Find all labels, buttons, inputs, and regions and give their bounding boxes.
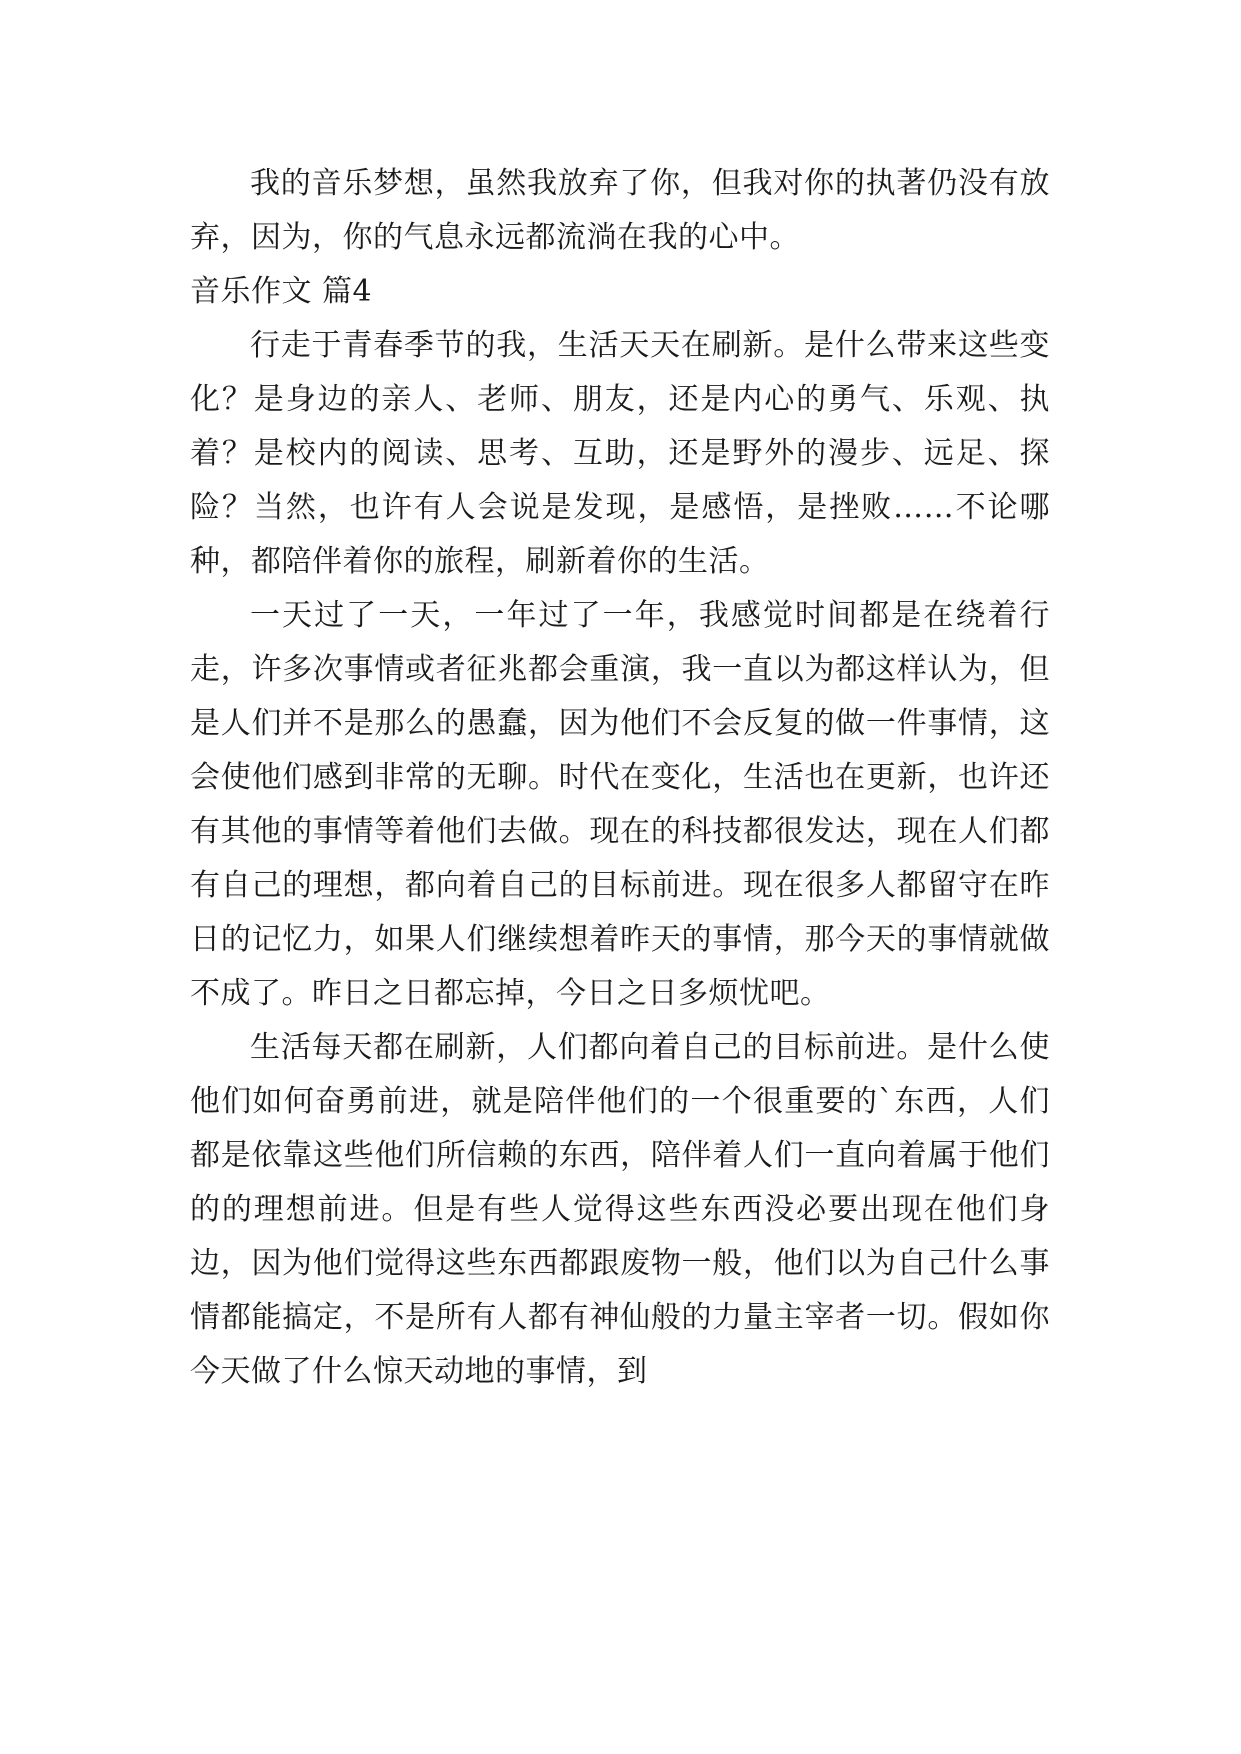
paragraph-music-dream: 我的音乐梦想，虽然我放弃了你，但我对你的执著仍没有放弃，因为，你的气息永远都流淌在我的心中。 — [190, 166, 1050, 255]
document-page — [190, 157, 1050, 1399]
paragraph-life-refresh: 生活每天都在刷新，人们都向着自己的目标前进。是什么使他们如何奋勇前进，就是陪伴他们的一个很重要的`东西，人们都是依靠这些他们所信赖的东西，陪伴着人们一直向着属于他们的的理想前进。但是有些人觉得这些东西没必要出现在他们身边，因为他们觉得这些东西都跟废物一般，他们以为自己什么事情都能搞定，不是所有人都有神仙般的力量主宰者一切。假如你今天做了什么惊天动地的事情，到 — [190, 1030, 1050, 1389]
paragraph-youth-refresh: 行走于青春季节的我，生活天天在刷新。是什么带来这些变化？是身边的亲人、老师、朋友，还是内心的勇气、乐观、执着？是校内的阅读、思考、互助，还是野外的漫步、远足、探险？当然，也许有人会说是发现，是感悟，是挫败……不论哪种，都陪伴着你的旅程，刷新着你的生活。 — [190, 328, 1050, 579]
section-heading: 音乐作文 篇4 — [190, 274, 373, 309]
paragraph-day-after-day: 一天过了一天，一年过了一年，我感觉时间都是在绕着行走，许多次事情或者征兆都会重演，我一直以为都这样认为，但是人们并不是那么的愚蠢，因为他们不会反复的做一件事情，这会使他们感到非常的无聊。时代在变化，生活也在更新，也许还有其他的事情等着他们去做。现在的科技都很发达，现在人们都有自己的理想，都向着自己的目标前进。现在很多人都留守在昨日的记忆力，如果人们继续想着昨天的事情，那今天的事情就做不成了。昨日之日都忘掉，今日之日多烦忧吧。 — [190, 598, 1050, 1011]
